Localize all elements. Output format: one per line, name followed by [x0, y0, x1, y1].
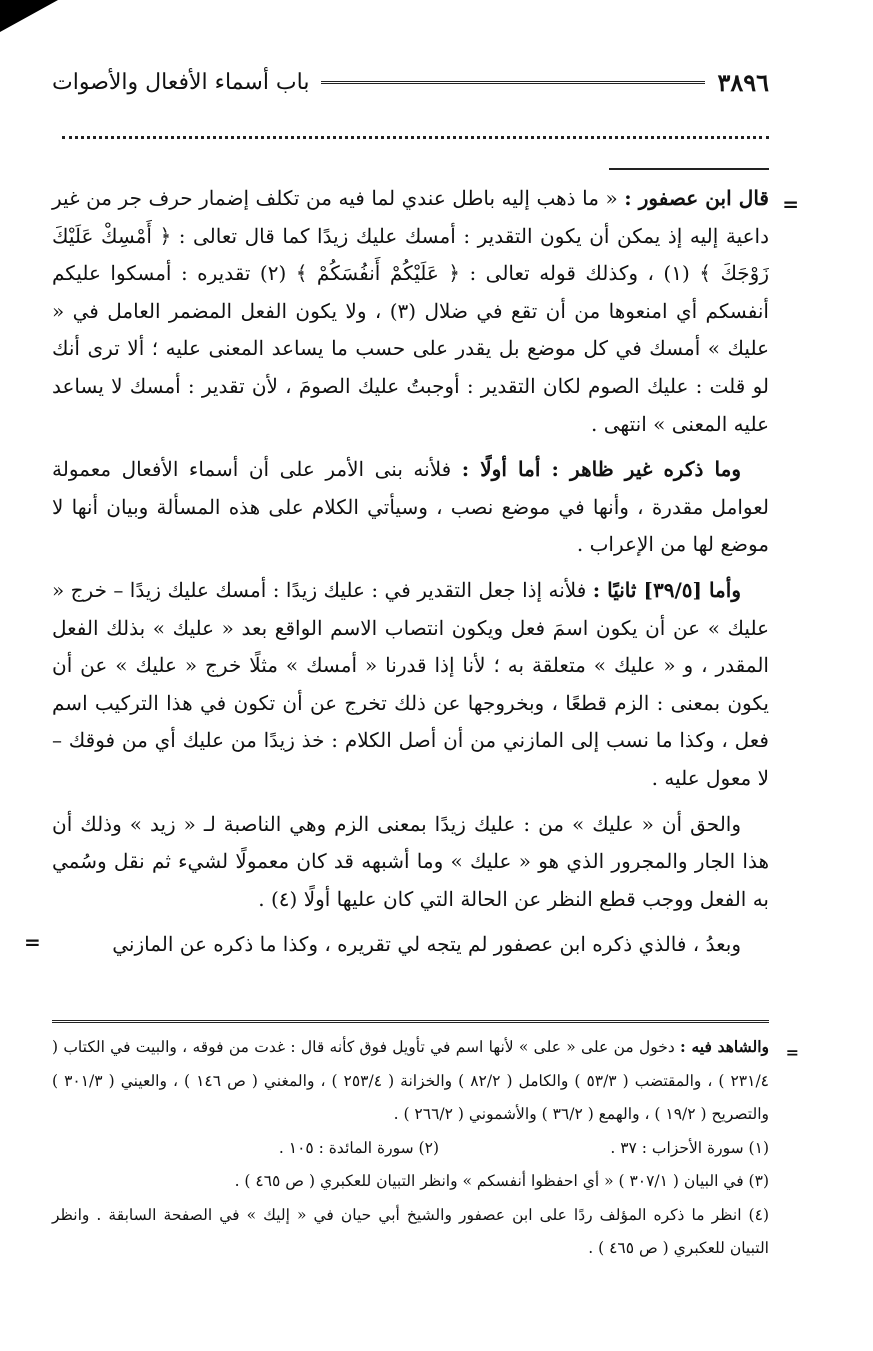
footnotes	[52, 1030, 799, 1266]
footnote-1: (١) سورة الأحزاب : ٣٧ .	[610, 1138, 769, 1157]
dotted-separator	[62, 136, 769, 139]
paragraph-5	[52, 926, 769, 964]
running-title: باب أسماء الأفعال والأصوات	[52, 69, 310, 95]
footnote-continued-lead: والشاهد فيه :	[680, 1037, 769, 1056]
paragraph-2-lead: وما ذكره غير ظاهر : أما أولًا :	[461, 457, 741, 482]
page-number: ٣٨٩٦	[717, 67, 769, 97]
footnote-continuation-mark: =	[785, 1043, 799, 1062]
corner-crop-mark	[0, 0, 58, 32]
main-text	[24, 180, 799, 964]
footnote-continued-body: دخول من على « على » لأنها اسم في تأويل فوق كأنه قال : غدت من فوقه ، والبيت في الكتاب ( ٢٣١/٤ ) ، والمقتضب ( ٥٣/٣ ) والكامل ( ٨٢/٢ ) والخزانة ( ٢٥٣/٤ ) ، والمغني ( ص ١٤٦ ) ، والعيني ( ٣٠١/٣ ) والتصريح ( ١٩/٢ ) ، والهمع ( ٣٦/٢ ) والأشموني ( ٢٦٦/٢ ) .	[52, 1038, 770, 1123]
paragraph-2-body: فلأنه بنى الأمر على أن أسماء الأفعال معمولة لعوامل مقدرة ، وأنها في موضع نصب ، وسيأتي الكلام على هذه المسألة وبيان أنها لا موضع لها من الإعراب .	[52, 457, 769, 557]
page-header	[52, 62, 769, 102]
header-rule	[321, 81, 705, 84]
continuation-mark-bottom: =	[24, 930, 41, 955]
paragraph-3	[52, 572, 769, 798]
footnote-3: (٣) في البيان ( ٣٠٧/١ ) « أي احفظوا أنفسكم » وانظر التبيان للعكبري ( ص ٤٦٥ ) .	[234, 1172, 769, 1190]
footnote-4: (٤) انظر ما ذكره المؤلف ردًا على ابن عصفور والشيخ أبي حيان في « إليك » في الصفحة السابقة . وانظر التبيان للعكبري ( ص ٤٦٥ ) .	[52, 1205, 769, 1257]
footnote-rule	[52, 1020, 769, 1023]
continuation-mark-top: =	[782, 192, 799, 216]
paragraph-1-body: « ما ذهب إليه باطل عندي لما فيه من تكلف إضمار حرف جر من غير داعية إليه إذ يمكن أن يكون التقدير : أمسك عليك زيدًا كما قال تعالى : ﴿ أَمْسِكْ عَلَيْكَ زَوْجَكَ ﴾ (١) ، وكذلك قوله تعالى : ﴿ عَلَيْكُمْ أَنفُسَكُمْ ﴾ (٢) تقديره : أمسكوا عليكم أنفسكم أي امنعوها من أن تقع في ضلال (٣) ، ولا يكون الفعل المضمر العامل في « عليك » أمسك في كل موضع بل يقدر على حسب ما يساعد المعنى عليه ؛ ألا ترى أنك لو قلت : عليك الصوم لكان التقدير : أوجبتُ عليك الصومَ ، لأن تقدير : أمسك لا يساعد عليه المعنى » انتهى .	[52, 186, 769, 436]
footnote-continued	[52, 1030, 769, 1132]
paragraph-3-lead: وأما [٣٩/٥] ثانيًا :	[592, 577, 741, 602]
paragraph-3-body: فلأنه إذا جعل التقدير في : عليك زيدًا : أمسك عليك زيدًا – خرج « عليك » عن أن يكون اسمَ فعل ويكون انتصاب الاسم الواقع بعد « عليك » بذلك الفعل المقدر ، و « عليك » متعلقة به ؛ لأنا إذا قدرنا « أمسك » مثلًا خرج « عليك » عن أن يكون بمعنى : الزم قطعًا ، وبخروجها عن ذلك تخرج عن أن تكون في هذا التركيب اسم فعل ، وكذا ما نسب إلى المازني من أن أصل الكلام : خذ زيدًا من عليك أي من فوقك – لا معول عليه .	[52, 577, 769, 790]
footnote-row-1-2	[52, 1132, 769, 1166]
paragraph-2	[52, 451, 769, 564]
paragraph-1	[52, 180, 769, 443]
short-rule	[609, 168, 769, 170]
footnote-2: (٢) سورة المائدة : ١٠٥ .	[278, 1138, 439, 1157]
paragraph-1-lead: قال ابن عصفور :	[624, 186, 769, 210]
book-page	[24, 0, 799, 1351]
paragraph-4-body: والحق أن « عليك » من : عليك زيدًا بمعنى الزم وهي الناصبة لـ « زيد » وذلك أن هذا الجار والمجرور الذي هو « عليك » وما أشبهه قد كان معمولًا لشيء ثم نقل وسُمي به الفعل ووجب قطع النظر عن الحالة التي كان عليها أولًا (٤) .	[52, 811, 769, 911]
paragraph-4	[52, 806, 769, 919]
paragraph-5-body: وبعدُ ، فالذي ذكره ابن عصفور لم يتجه لي تقريره ، وكذا ما ذكره عن المازني	[112, 932, 741, 957]
